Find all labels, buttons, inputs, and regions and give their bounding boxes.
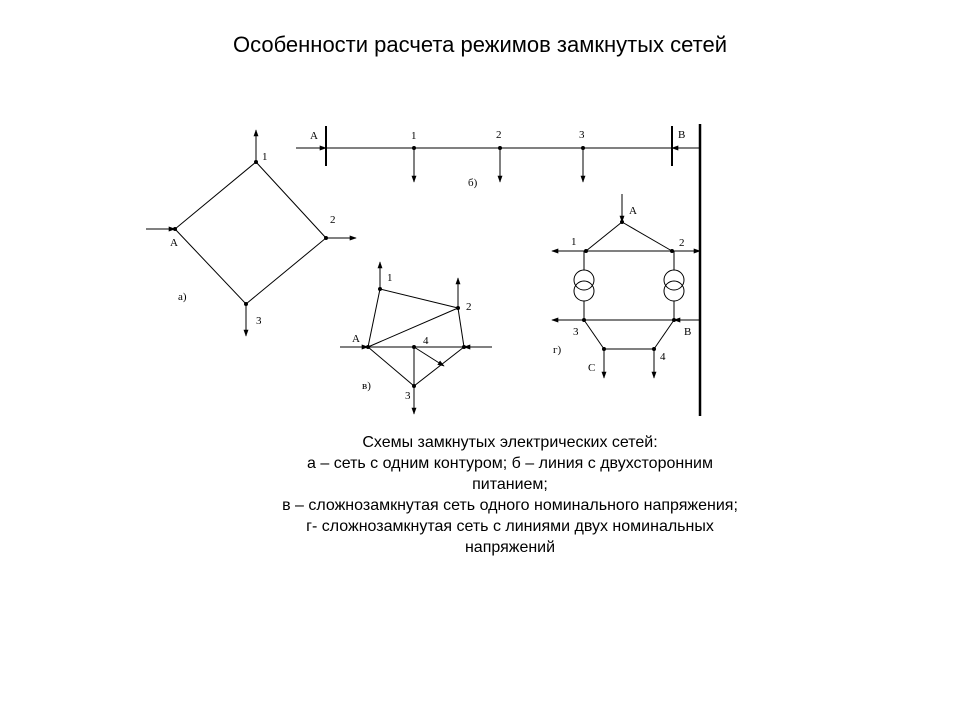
scheme-g-tag: г) (553, 344, 562, 356)
scheme-v-label-2: 2 (466, 301, 472, 313)
scheme-v-line-a-2 (368, 308, 458, 347)
scheme-a-node-1 (254, 160, 258, 164)
scheme-v-label-1: 1 (387, 272, 393, 284)
scheme-g-transformer-1-winding-2 (574, 281, 594, 301)
scheme-v-node-a (366, 345, 370, 349)
scheme-v-node-4 (412, 345, 416, 349)
scheme-a-node-a (173, 227, 177, 231)
scheme-b-node-1 (412, 146, 416, 150)
scheme-v-label-3: 3 (405, 390, 411, 402)
scheme-g-label-2: 2 (679, 237, 685, 249)
scheme-a-tag: а) (178, 291, 187, 303)
scheme-b-node-2 (498, 146, 502, 150)
scheme-v-load-4-arrow (414, 347, 444, 366)
caption-line-5: г- сложнозамкнутая сеть с линиями двух номинальных (306, 518, 714, 535)
scheme-g-line-3-c (584, 320, 604, 349)
scheme-a-label-3: 3 (256, 315, 262, 327)
scheme-v-node-1 (378, 287, 382, 291)
slide-title: Особенности расчета режимов замкнутых сетей (232, 32, 728, 57)
figure-caption (190, 432, 830, 558)
scheme-v-line-2-4r (458, 308, 464, 347)
scheme-v-line-1-2 (380, 289, 458, 308)
scheme-g-transformer-2-winding-2 (664, 281, 684, 301)
scheme-a-node-2 (324, 236, 328, 240)
scheme-a (146, 130, 356, 336)
scheme-g-node-4 (652, 347, 656, 351)
scheme-g-label-c: С (588, 362, 596, 374)
scheme-a-loop (175, 162, 326, 304)
scheme-v-line-a-3 (368, 347, 414, 386)
caption-line-2: а – сеть с одним контуром; б – линия с двухсторонним (307, 455, 713, 472)
scheme-g (552, 194, 700, 378)
scheme-g-label-3: 3 (573, 326, 579, 338)
scheme-b-tag: б) (468, 177, 478, 189)
scheme-g-label-b: В (684, 326, 692, 338)
caption-line-1: Схемы замкнутых электрических сетей: (362, 434, 658, 451)
scheme-b-node-3 (581, 146, 585, 150)
caption-line-3: питанием; (472, 476, 548, 493)
scheme-v-node-2 (456, 306, 460, 310)
scheme-a-label-2: 2 (330, 214, 336, 226)
scheme-g-node-3 (582, 318, 586, 322)
scheme-a-label-a: А (170, 237, 178, 249)
scheme-g-label-a: А (629, 205, 637, 217)
scheme-b-label-1: 1 (411, 130, 417, 142)
scheme-v-label-4: 4 (423, 335, 429, 347)
scheme-g-label-4: 4 (660, 351, 666, 363)
scheme-b-label-2: 2 (496, 129, 502, 141)
caption-line-4: в – сложнозамкнутая сеть одного номинального напряжения; (282, 497, 738, 514)
scheme-g-line-b-4 (654, 320, 674, 349)
scheme-b-label-b: В (678, 129, 686, 141)
scheme-g-node-b (672, 318, 676, 322)
scheme-v-node-3 (412, 384, 416, 388)
scheme-b-label-3: 3 (579, 129, 585, 141)
scheme-g-line-a-1 (586, 222, 622, 251)
scheme-a-node-3 (244, 302, 248, 306)
scheme-g-node-c (602, 347, 606, 351)
caption-line-6: напряжений (464, 539, 556, 556)
scheme-v-line-4r-3 (414, 347, 464, 386)
scheme-g-node-a (620, 220, 624, 224)
scheme-b-label-a: А (310, 130, 318, 142)
scheme-g-transformer-2-winding-1 (664, 270, 684, 290)
scheme-g-node-1 (584, 249, 588, 253)
scheme-v-node-right (462, 345, 466, 349)
scheme-g-node-2 (670, 249, 674, 253)
scheme-v-label-a: А (352, 333, 360, 345)
scheme-g-transformer-1-winding-1 (574, 270, 594, 290)
scheme-v-line-1-a (368, 289, 380, 347)
scheme-g-line-a-2 (622, 222, 672, 251)
scheme-g-label-1: 1 (571, 236, 577, 248)
scheme-v-tag: в) (362, 380, 371, 392)
scheme-a-label-1: 1 (262, 151, 268, 163)
